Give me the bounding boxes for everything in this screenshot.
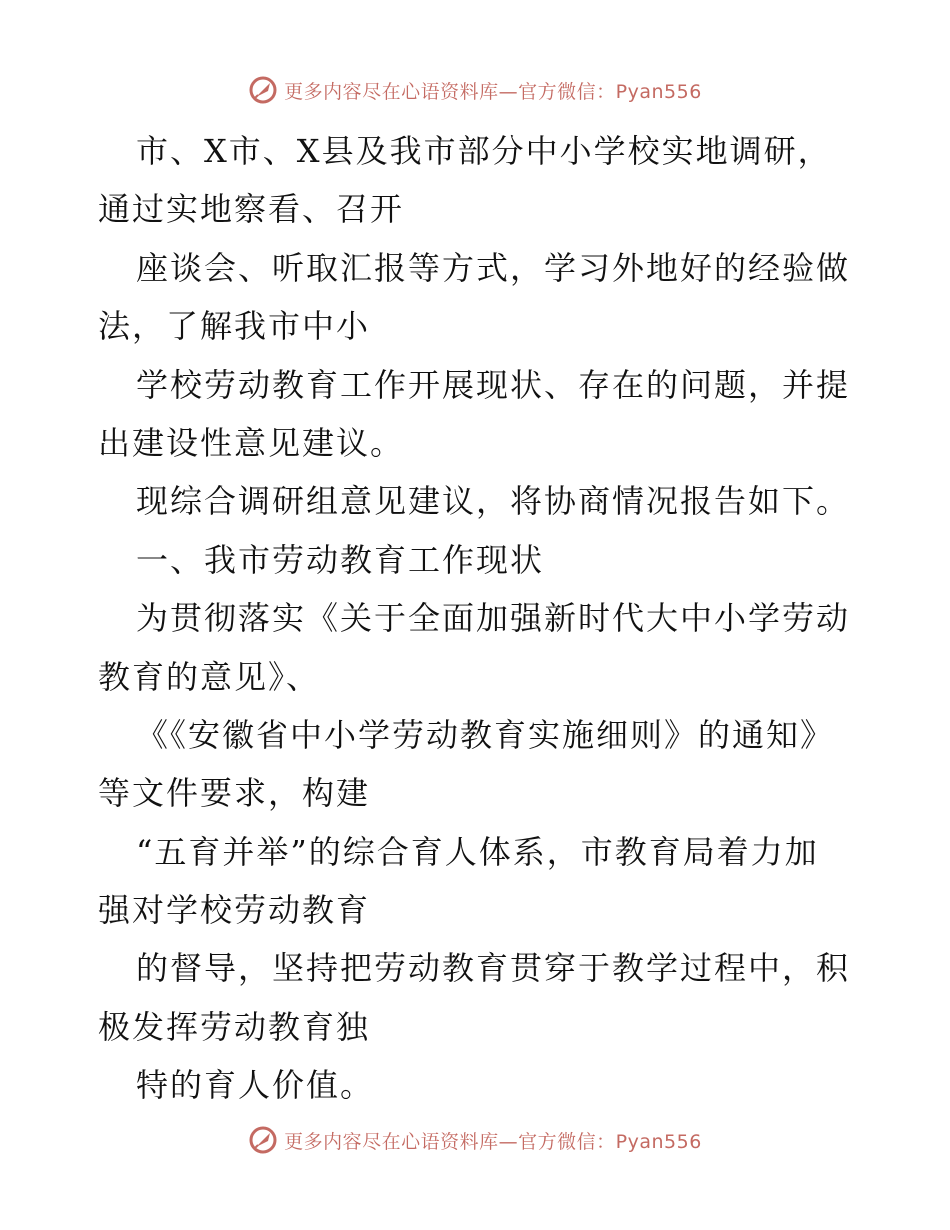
- section-heading: 一、我市劳动教育工作现状: [136, 540, 545, 579]
- footer-watermark: [0, 1120, 950, 1160]
- text-line: 为贯彻落实《关于全面加强新时代大中小学劳动: [136, 599, 851, 638]
- text-line: 等文件要求，构建: [98, 774, 371, 813]
- text-line: 强对学校劳动教育: [98, 891, 371, 930]
- text-line: 通过实地察看、召开: [98, 190, 405, 229]
- text-line: 《《安徽省中小学劳动教育实施细则》的通知》: [136, 715, 835, 754]
- watermark-text: 更多内容尽在心语资料库—官方微信：Pyan556: [284, 80, 702, 103]
- text-line: 出建设性意见建议。: [98, 423, 405, 462]
- text-line: 特的育人价值。: [136, 1066, 375, 1105]
- text-line: 学校劳动教育工作开展现状、存在的问题，并提: [136, 365, 851, 404]
- text-line: 的督导，坚持把劳动教育贯穿于教学过程中，积: [136, 949, 851, 988]
- text-line: 现综合调研组意见建议，将协商情况报告如下。: [136, 482, 851, 521]
- watermark-text: 更多内容尽在心语资料库—官方微信：Pyan556: [284, 1130, 702, 1153]
- quill-logo-icon: [248, 1125, 278, 1155]
- quill-logo-icon: [248, 75, 278, 105]
- text-line: 法，了解我市中小: [98, 307, 371, 346]
- header-watermark: [0, 70, 950, 110]
- text-line: 极发挥劳动教育独: [98, 1007, 371, 1046]
- text-line: 教育的意见》、: [98, 657, 321, 696]
- document-body: [98, 122, 858, 1115]
- text-line: 座谈会、听取汇报等方式，学习外地好的经验做: [136, 248, 851, 287]
- text-line: 市、X市、X县及我市部分中小学校实地调研，: [136, 132, 832, 170]
- text-line: “五育并举”的综合育人体系，市教育局着力加: [136, 832, 819, 871]
